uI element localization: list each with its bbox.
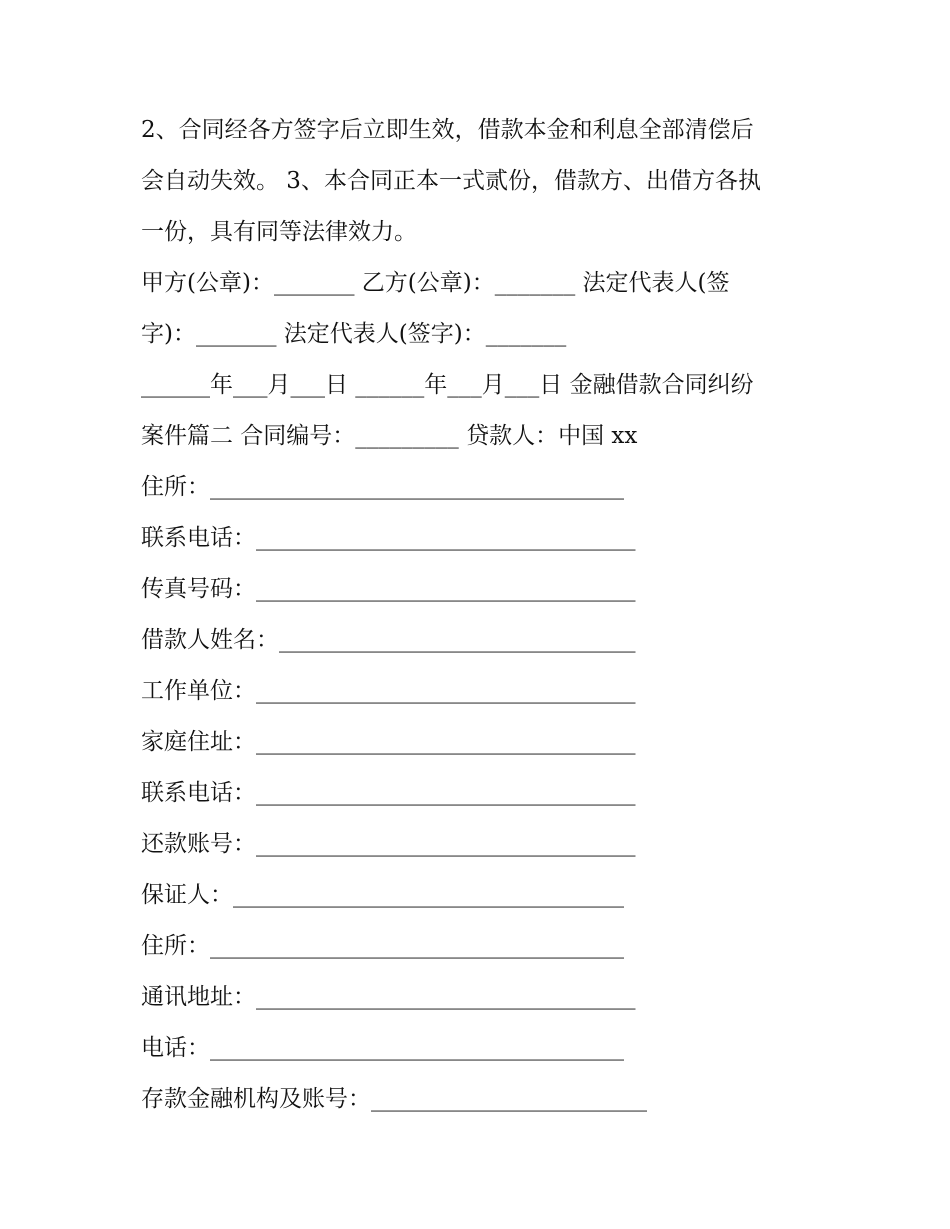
borrower-phone-field: 联系电话：_________________________________: [141, 780, 636, 806]
clause-2-line: 2、合同经各方签字后立即生效，借款本金和利息全部清偿后: [141, 117, 754, 143]
lender-fax-field: 传真号码：_________________________________: [141, 576, 636, 602]
guarantor-address-field: 住所：____________________________________: [141, 933, 624, 959]
guarantor-phone-field: 电话：____________________________________: [141, 1035, 624, 1061]
deposit-institution-account-field: 存款金融机构及账号：________________________: [141, 1086, 647, 1112]
contract-number-line: 案件篇二 合同编号：_________ 贷款人：中国 xx: [141, 423, 638, 449]
repayment-account-field: 还款账号：_________________________________: [141, 831, 636, 857]
document-body: [141, 109, 811, 1129]
guarantor-field: 保证人：__________________________________: [141, 882, 624, 908]
date-line: ______年___月___日 ______年___月___日 金融借款合同纠纷: [141, 372, 754, 398]
guarantor-mailing-address-field: 通讯地址：_________________________________: [141, 984, 636, 1010]
clause-3-line: 会自动失效。 3、本合同正本一式贰份，借款方、出借方各执: [141, 168, 761, 194]
party-seal-line: 甲方(公章)：_______ 乙方(公章)：_______ 法定代表人(签: [141, 270, 730, 296]
clause-3-line-end: 一份，具有同等法律效力。: [141, 219, 417, 245]
lender-phone-field: 联系电话：_________________________________: [141, 525, 636, 551]
borrower-employer-field: 工作单位：_________________________________: [141, 678, 636, 704]
borrower-name-field: 借款人姓名：_______________________________: [141, 627, 636, 653]
lender-address-field: 住所：____________________________________: [141, 474, 624, 500]
borrower-home-address-field: 家庭住址：_________________________________: [141, 729, 636, 755]
representative-signature-line: 字)：_______ 法定代表人(签字)：_______: [141, 321, 567, 347]
